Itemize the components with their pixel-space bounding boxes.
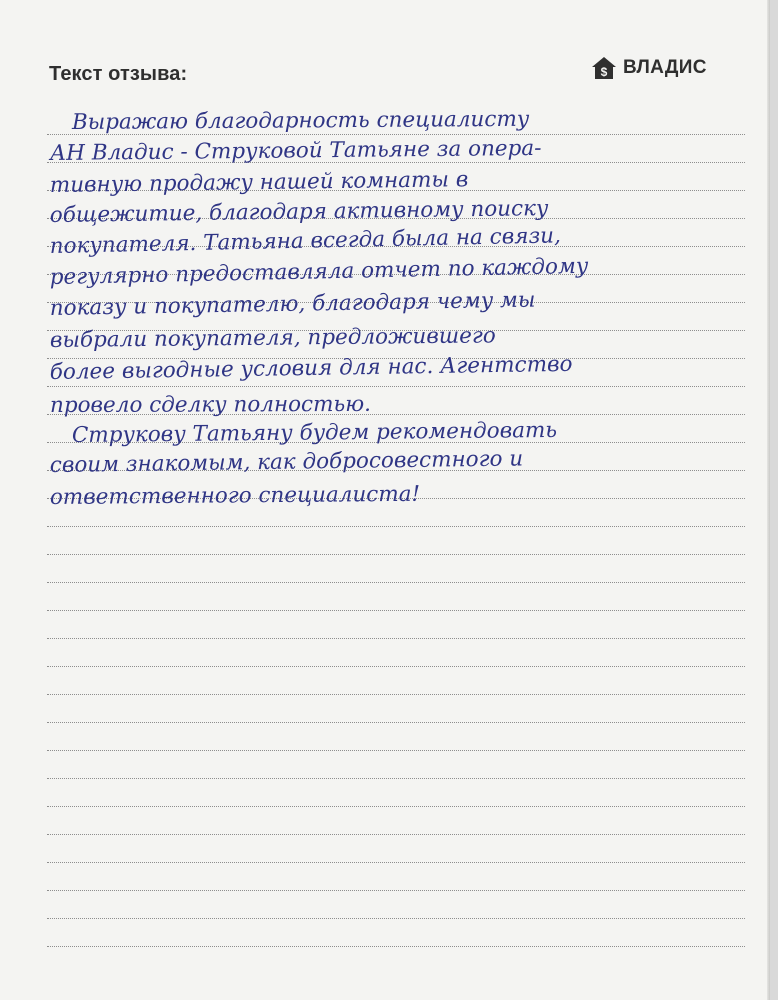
brand-name: ВЛАДИС (623, 57, 707, 78)
review-line: выбрали покупателя, предложившего (49, 323, 496, 353)
svg-text:$: $ (600, 65, 608, 79)
review-line: Струкову Татьяну будем рекомендовать (71, 417, 558, 448)
review-line: АН Владис - Струковой Татьяне за опера- (49, 135, 542, 166)
form-title: Текст отзыва: (49, 63, 188, 85)
review-line: регулярно предоставляла отчет по каждому (49, 253, 589, 290)
review-line: показу и покупателю, благодаря чему мы (49, 287, 536, 321)
review-line: Выражаю благодарность специалисту (71, 106, 530, 135)
review-line: общежитие, благодаря активному поиску (49, 196, 549, 228)
review-line: своим знакомым, как добросовестного и (49, 446, 524, 478)
review-line: тивную продажу нашей комнаты в (49, 167, 469, 198)
review-line: более выгодные условия для нас. Агентство (49, 351, 573, 385)
review-line: провело сделку полностью. (49, 391, 371, 418)
review-line: ответственного специалиста! (49, 481, 421, 510)
review-line: покупателя. Татьяна всегда была на связи, (49, 223, 562, 259)
